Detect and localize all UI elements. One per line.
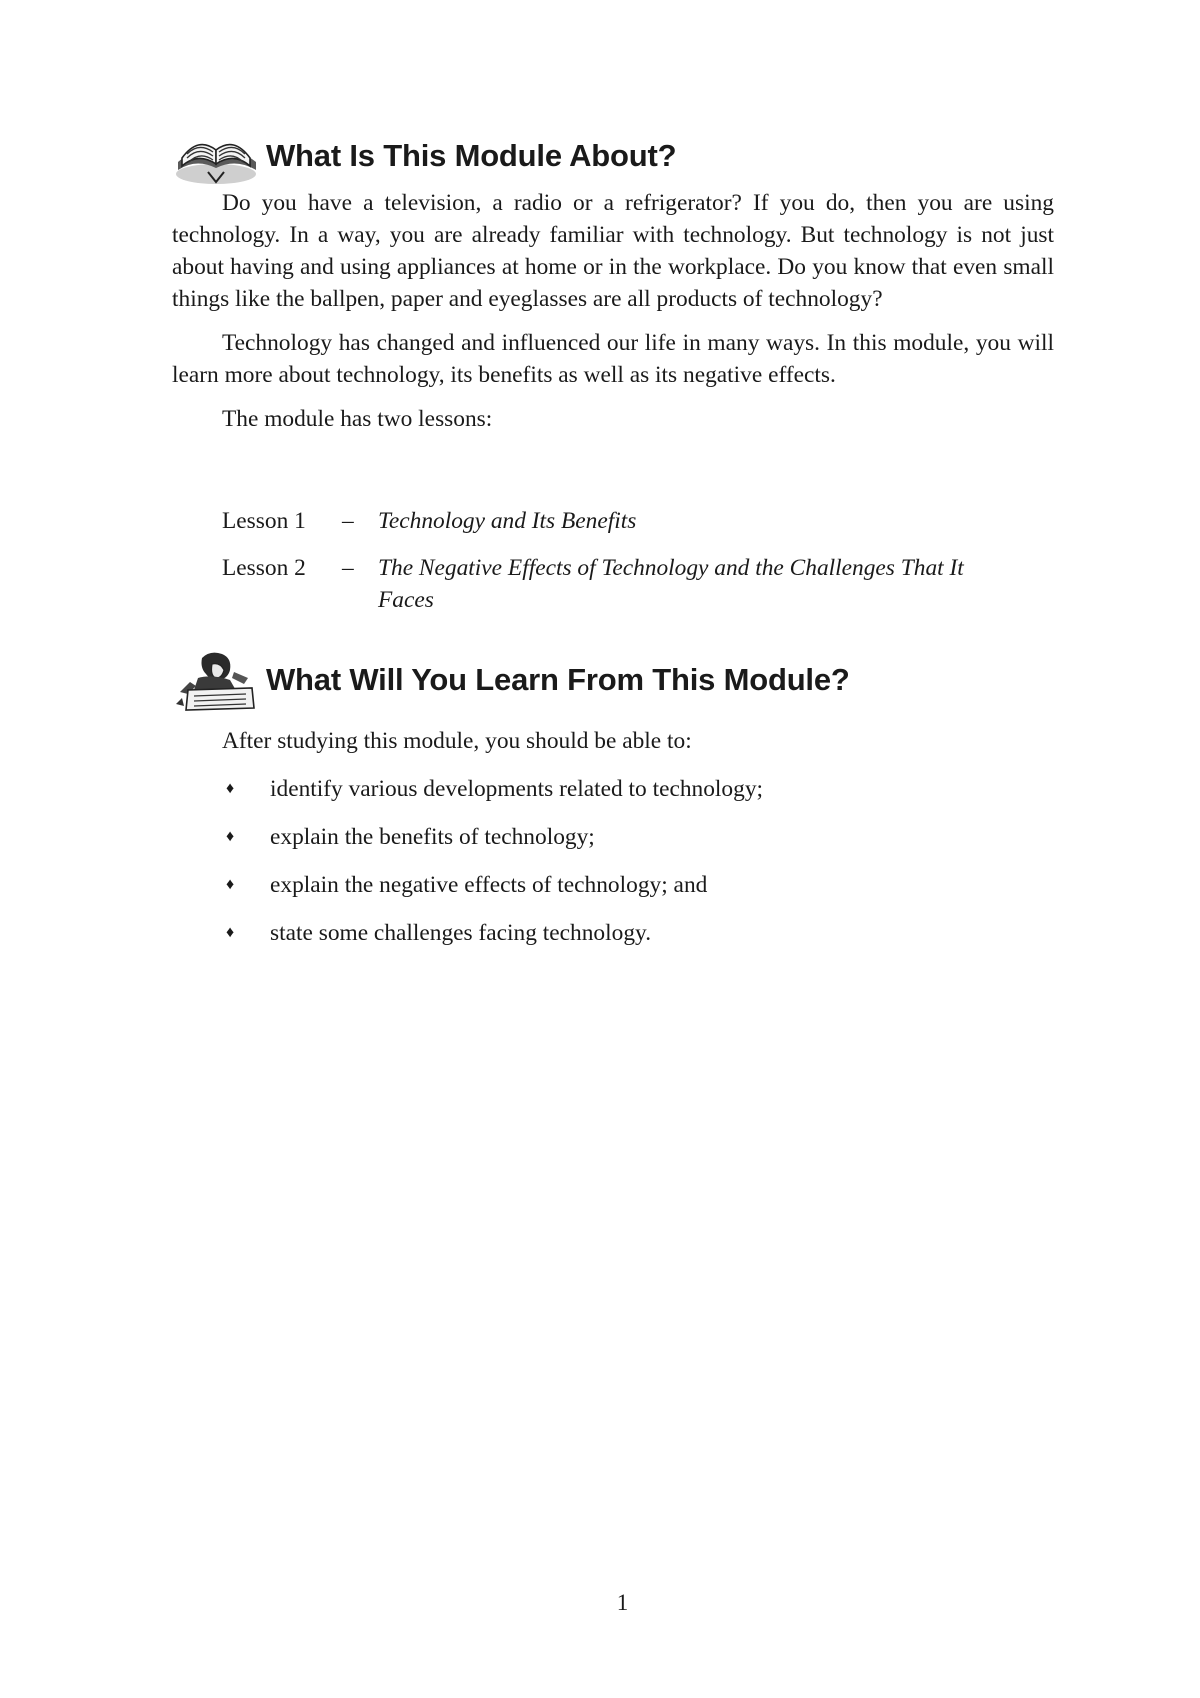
intro-paragraph-2: Technology has changed and influenced our life in many ways. In this module, you will learn more about technology, its benefits as well as its negative effects. bbox=[172, 330, 1054, 388]
lesson-dash: – bbox=[342, 555, 354, 581]
objective-text: explain the negative effects of technology; and bbox=[270, 872, 708, 898]
person-reading-icon bbox=[172, 648, 262, 712]
diamond-bullet-icon: ♦ bbox=[226, 924, 235, 941]
lesson-number: Lesson 1 bbox=[222, 508, 306, 534]
section-heading-about bbox=[172, 124, 676, 188]
section-title-about: What Is This Module About? bbox=[266, 138, 677, 173]
lesson-item bbox=[222, 505, 1022, 537]
objectives-intro: After studying this module, you should be able to: bbox=[222, 728, 692, 754]
list-item bbox=[222, 773, 1022, 805]
page-number: 1 bbox=[616, 1590, 629, 1615]
list-item bbox=[222, 821, 1022, 853]
diamond-bullet-icon: ♦ bbox=[226, 876, 235, 893]
lesson-dash: – bbox=[342, 508, 354, 534]
intro-paragraphs bbox=[172, 187, 1054, 435]
section-heading-learn bbox=[172, 648, 850, 712]
lesson-number: Lesson 2 bbox=[222, 555, 306, 581]
lesson-title: Technology and Its Benefits bbox=[378, 508, 637, 534]
lesson-item bbox=[222, 552, 1022, 616]
objectives-list bbox=[222, 773, 1022, 965]
objective-text: identify various developments related to technology; bbox=[270, 776, 764, 802]
list-item bbox=[222, 869, 1022, 901]
intro-paragraph-1: Do you have a television, a radio or a refrigerator? If you do, then you are using technology. In a way, you are already familiar with technology. But technology is not just about having and using appliances at home or in the workplace. Do you know that even small things like the ballpen, paper and eyeglasses are all products of technology? bbox=[172, 190, 1054, 312]
lesson-list bbox=[222, 505, 1022, 616]
lessons-intro: The module has two lessons: bbox=[222, 406, 493, 432]
diamond-bullet-icon: ♦ bbox=[226, 828, 235, 845]
lesson-title: The Negative Effects of Technology and the Challenges That It Faces bbox=[378, 555, 964, 613]
objectives-intro-block bbox=[172, 725, 1054, 757]
open-book-icon bbox=[172, 124, 262, 188]
diamond-bullet-icon: ♦ bbox=[226, 780, 235, 797]
objective-text: explain the benefits of technology; bbox=[270, 824, 595, 850]
section-title-learn: What Will You Learn From This Module? bbox=[266, 662, 850, 697]
list-item bbox=[222, 917, 1022, 949]
objective-text: state some challenges facing technology. bbox=[270, 920, 652, 946]
